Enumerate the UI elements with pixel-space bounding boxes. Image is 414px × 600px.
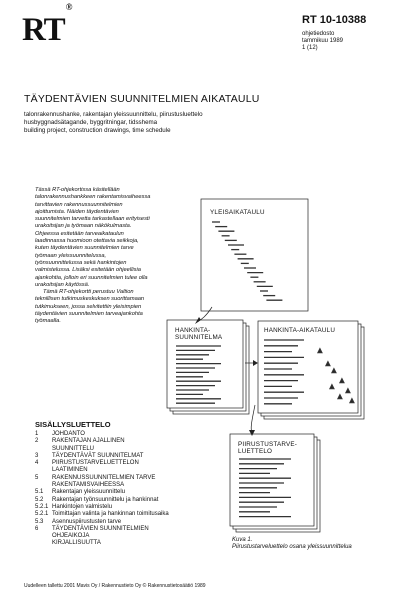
toc-item: 5.2.1 Toimittajan valinta ja hankinnan toimitusaika [35,511,169,518]
toc-item: KIRJALLISUUTTA [52,540,101,547]
doc-pages: 1 (12) [302,45,318,51]
keywords-fi: talonrakennushanke, rakentajan yleissuunnittelu, piirustusluettelo [24,111,203,118]
toc-item: 6 TÄYDENTÄVIEN SUUNNITELMIEN OHJEAIKOJA [35,525,149,540]
milestone-marker: ▲ [330,384,334,390]
hankinta-aikataulu-sheet [258,321,358,413]
toc-item: 3 TÄYDENTÄVÄT SUUNNITELMAT [35,452,144,459]
toc-item: 2 RAKENTAJAN AJALLINEN SUUNNITTELU [35,438,125,452]
keywords-sv: husbyggnadsätagande, byggritningar, tidsshema [24,119,158,127]
keywords-en: building project, construction drawings, time schedule [24,127,171,135]
toc-item: 1 JOHDANTO [35,431,85,437]
toc-item: 5 RAKENNUSSUUNNITELMIEN TARVE RAKENTAMISVAIHEESSA [35,474,156,489]
figure-caption: Kuva 1. Piirustustarveluettelo osana yleissuunnittelua [232,537,352,550]
milestone-marker: ▲ [350,398,354,404]
intro-paragraph: Tässä RT-ohjekortissa käsitellään talonrakennushankkeen rakentamisvaiheessa tarvittavien rakennussuunnitelmien ajoittumista. Näiden täydentävien suunnitelmien tarvetta tarkastellaan erityisesti urakoitsijan ja työmaan näkökulmasta. Ohjeessa esitetään tarveaikataulun laadinnassa huomioon otettavia seikkoja, kuten täydentävien suunnitelmien tarve työmaan yleissuunnitelussa, työnsuunnittelussa sekä hankintojen valmistelussa. Lisäksi esitetään ohjeellisia ajankohtia, jolloin eri suunnitelmien tulee olla urakoitsijan käytössä. [35,187,151,288]
doc-type: ohjetiedosto [302,31,335,37]
milestone-marker: ▲ [318,348,322,354]
doc-number: RT 10-10388 [302,14,367,26]
toc-item: 5.1 Rakentajan yleissuunnittelu [35,489,126,496]
label-hankintasuunnitelma: HANKINTA- SUUNNITELMA [175,327,223,341]
toc-item: 5.3 Asennuspiirustusten tarve [35,518,122,525]
toc-title: SISÄLLYSLUETTELO [35,420,111,429]
milestone-marker: ▲ [332,368,336,374]
rt-logo: RT® [22,2,72,48]
toc-item: 4 PIIRUSTUSTARVELUETTELON LAATIMINEN [35,460,139,474]
page-title: TÄYDENTÄVIEN SUUNNITELMIEN AIKATAULU [24,93,260,105]
toc-item: 5.2.1 Hankintojen valmistelu [35,503,113,510]
milestone-marker: ▲ [346,388,350,394]
footer-note: Uudelleen tallettu 2001 Mavis Oy / Rakennustieto Oy © Rakennustietosäätiö 1989 [24,583,206,589]
milestone-marker: ▲ [338,394,342,400]
milestone-marker: ▲ [326,361,330,367]
label-yleisaikataulu: YLEISAIKATAULU [210,209,265,216]
intro-paragraph: Tämä RT-ohjekortti perustuu Valtion teknillisen tutkimuskeskuksen suorittamaan tutkimukseen, jossa selvitettiin yleisimpien täydentävien suunnitelmien tarveajankohta työmaalla. [35,289,145,325]
label-piirustustarveluettelo: PIIRUSTUSTARVE- LUETTELO [238,441,298,455]
label-hankinta-aikataulu: HANKINTA-AIKATAULU [264,327,336,334]
milestone-marker: ▲ [340,378,344,384]
doc-date: tammikuu 1989 [302,38,344,44]
arrow-down [251,405,255,434]
toc-item: 5.2 Rakentajan työnsuunnittelu ja hankinnat [35,496,159,503]
